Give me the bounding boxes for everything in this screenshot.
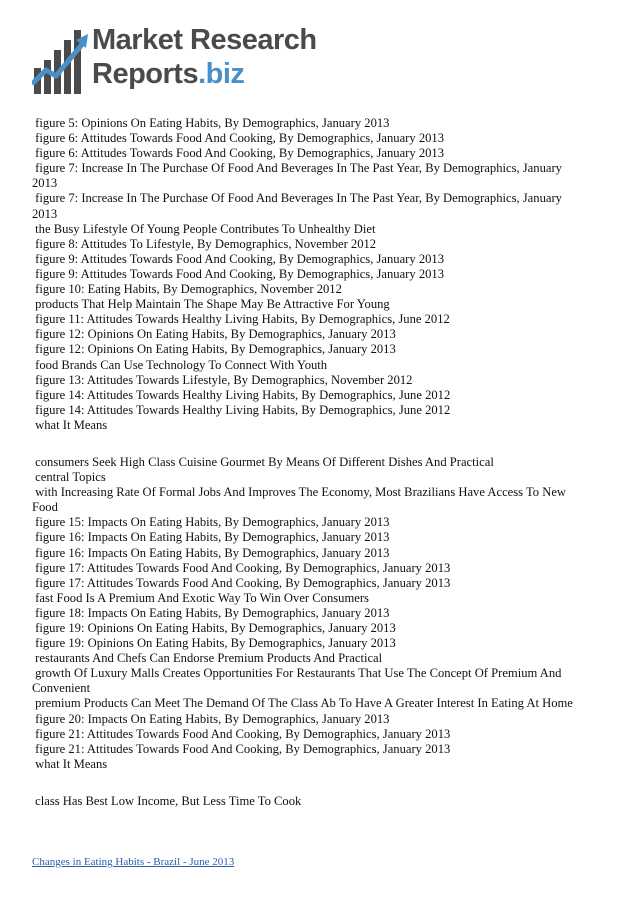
toc-line: with Increasing Rate Of Formal Jobs And Improves The Economy, Most Brazilians Have Access To New bbox=[32, 485, 567, 500]
toc-line: figure 8: Attitudes To Lifestyle, By Demographics, November 2012 bbox=[32, 236, 377, 251]
section-gap bbox=[32, 772, 597, 794]
toc-line: figure 20: Impacts On Eating Habits, By Demographics, January 2013 bbox=[32, 711, 390, 726]
toc-line: figure 18: Impacts On Eating Habits, By Demographics, January 2013 bbox=[32, 605, 390, 620]
toc-line: food Brands Can Use Technology To Connect With Youth bbox=[32, 357, 328, 372]
toc-line: figure 12: Opinions On Eating Habits, By Demographics, January 2013 bbox=[32, 327, 396, 342]
toc-line: figure 9: Attitudes Towards Food And Cooking, By Demographics, January 2013 bbox=[32, 251, 445, 266]
toc-line: Convenient bbox=[32, 681, 91, 696]
toc-line: class Has Best Low Income, But Less Time To Cook bbox=[32, 793, 302, 808]
toc-line: consumers Seek High Class Cuisine Gourmet By Means Of Different Dishes And Practical bbox=[32, 454, 494, 469]
toc-line: figure 14: Attitudes Towards Healthy Living Habits, By Demographics, June 2012 bbox=[32, 402, 451, 417]
toc-line: what It Means bbox=[32, 756, 108, 771]
table-of-contents bbox=[32, 116, 597, 809]
toc-line: figure 16: Impacts On Eating Habits, By Demographics, January 2013 bbox=[32, 545, 390, 560]
toc-line: figure 15: Impacts On Eating Habits, By Demographics, January 2013 bbox=[32, 515, 390, 530]
logo-title: Market Research bbox=[92, 24, 317, 56]
toc-line: figure 19: Opinions On Eating Habits, By Demographics, January 2013 bbox=[32, 621, 396, 635]
toc-line: figure 10: Eating Habits, By Demographics, November 2012 bbox=[32, 282, 342, 297]
toc-line: the Busy Lifestyle Of Young People Contributes To Unhealthy Diet bbox=[32, 221, 376, 236]
toc-line: figure 16: Impacts On Eating Habits, By Demographics, January 2013 bbox=[32, 530, 390, 545]
toc-line: 2013 bbox=[32, 206, 58, 221]
toc-line: central Topics bbox=[32, 470, 106, 485]
toc-line: restaurants And Chefs Can Endorse Premium Products And Practical bbox=[32, 651, 383, 666]
footer-report-link[interactable]: Changes in Eating Habits - Brazil - June 2013 bbox=[32, 856, 235, 868]
toc-line: figure 7: Increase In The Purchase Of Food And Beverages In The Past Year, By Demographics, January bbox=[32, 191, 562, 206]
toc-line: figure 9: Attitudes Towards Food And Cooking, By Demographics, January 2013 bbox=[32, 266, 445, 281]
logo-reports: Reports bbox=[92, 58, 199, 90]
toc-line: figure 7: Increase In The Purchase Of Food And Beverages In The Past Year, By Demographics, January bbox=[32, 161, 562, 176]
toc-line: figure 5: Opinions On Eating Habits, By Demographics, January 2013 bbox=[32, 116, 390, 130]
toc-line: products That Help Maintain The Shape May Be Attractive For Young bbox=[32, 297, 390, 312]
toc-line: figure 12: Opinions On Eating Habits, By Demographics, January 2013 bbox=[32, 342, 396, 357]
toc-line: figure 14: Attitudes Towards Healthy Living Habits, By Demographics, June 2012 bbox=[32, 387, 451, 402]
logo-biz: .biz bbox=[198, 58, 245, 90]
toc-line: fast Food Is A Premium And Exotic Way To Win Over Consumers bbox=[32, 590, 369, 605]
toc-line: figure 11: Attitudes Towards Healthy Living Habits, By Demographics, June 2012 bbox=[32, 312, 450, 327]
logo-subtitle bbox=[92, 60, 244, 89]
toc-line: figure 6: Attitudes Towards Food And Cooking, By Demographics, January 2013 bbox=[32, 146, 445, 161]
toc-line: Food bbox=[32, 500, 58, 515]
toc-line: figure 21: Attitudes Towards Food And Cooking, By Demographics, January 2013 bbox=[32, 726, 451, 741]
toc-line: what It Means bbox=[32, 417, 108, 432]
toc-line: figure 19: Opinions On Eating Habits, By Demographics, January 2013 bbox=[32, 636, 396, 651]
section-gap bbox=[32, 433, 597, 455]
toc-line: figure 17: Attitudes Towards Food And Cooking, By Demographics, January 2013 bbox=[32, 575, 451, 590]
toc-line: figure 17: Attitudes Towards Food And Cooking, By Demographics, January 2013 bbox=[32, 560, 451, 575]
logo bbox=[32, 20, 317, 98]
toc-line: growth Of Luxury Malls Creates Opportunities For Restaurants That Use The Concept Of Premium And bbox=[32, 666, 562, 681]
toc-line: figure 21: Attitudes Towards Food And Cooking, By Demographics, January 2013 bbox=[32, 741, 451, 756]
bar-chart-arrow-icon bbox=[32, 24, 90, 96]
toc-line: 2013 bbox=[32, 176, 58, 191]
toc-line: figure 13: Attitudes Towards Lifestyle, By Demographics, November 2012 bbox=[32, 372, 413, 387]
toc-line: premium Products Can Meet The Demand Of The Class Ab To Have A Greater Interest In Eating At Home bbox=[32, 696, 573, 711]
toc-line: figure 6: Attitudes Towards Food And Cooking, By Demographics, January 2013 bbox=[32, 131, 445, 146]
